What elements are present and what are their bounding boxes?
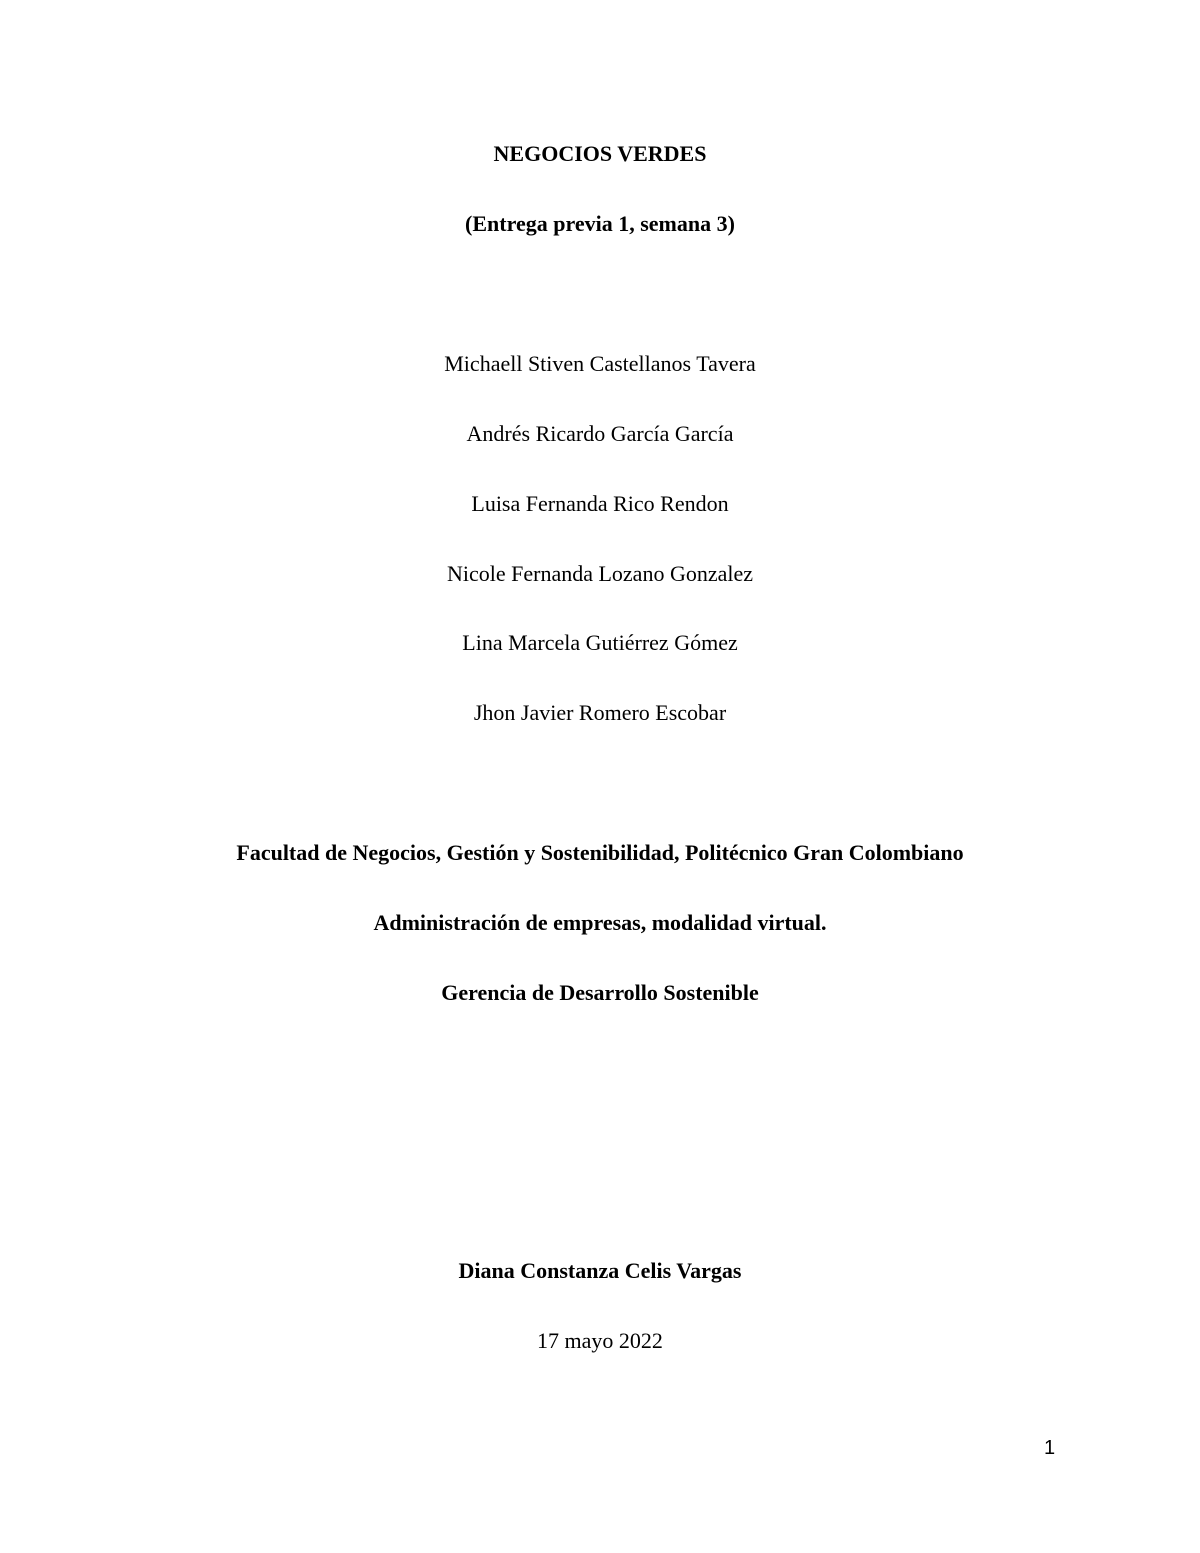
author-name: Luisa Fernanda Rico Rendon xyxy=(471,491,729,516)
instructor-name: Diana Constanza Celis Vargas xyxy=(458,1258,742,1283)
author-name: Jhon Javier Romero Escobar xyxy=(473,700,727,725)
author-name: Lina Marcela Gutiérrez Gómez xyxy=(462,630,738,655)
program-line: Administración de empresas, modalidad virtual. xyxy=(373,910,827,935)
document-title: NEGOCIOS VERDES xyxy=(493,141,707,166)
author-name: Andrés Ricardo García García xyxy=(466,421,734,446)
author-name: Nicole Fernanda Lozano Gonzalez xyxy=(446,561,754,586)
faculty-line: Facultad de Negocios, Gestión y Sostenibilidad, Politécnico Gran Colombiano xyxy=(236,840,964,865)
document-subtitle: (Entrega previa 1, semana 3) xyxy=(465,211,735,236)
document-date: 17 mayo 2022 xyxy=(537,1328,663,1353)
course-line: Gerencia de Desarrollo Sostenible xyxy=(441,980,759,1005)
page-number: 1 xyxy=(1044,1437,1056,1459)
author-name: Michaell Stiven Castellanos Tavera xyxy=(444,351,756,376)
